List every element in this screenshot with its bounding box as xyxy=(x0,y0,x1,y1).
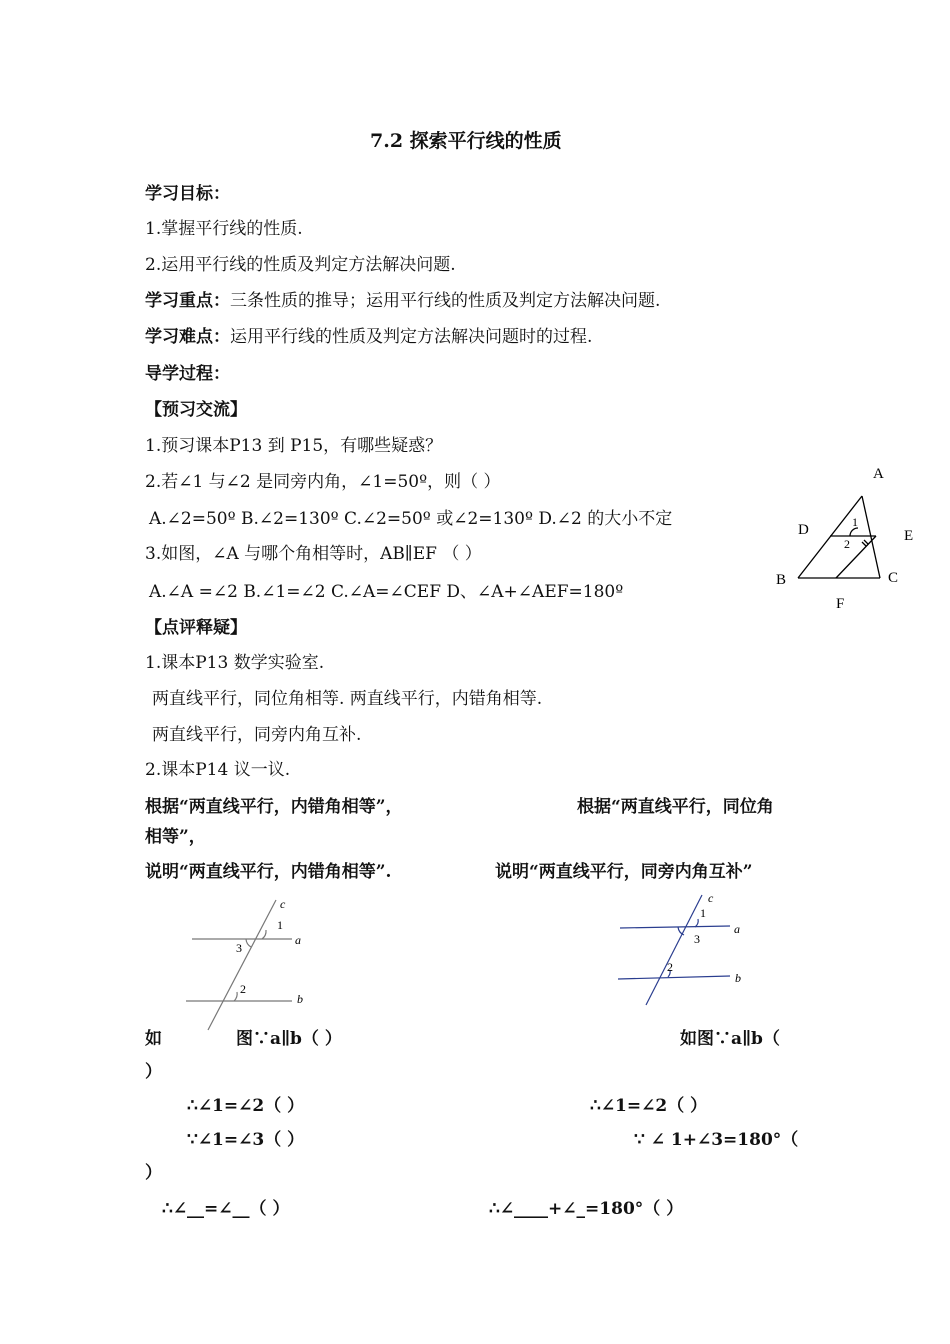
label-c: c xyxy=(708,891,714,905)
goal-item: 2.运用平行线的性质及判定方法解决问题. xyxy=(145,255,456,275)
label-angle-3: 3 xyxy=(236,941,242,955)
preview-question-1: 1.预习课本P13 到 P15，有哪些疑惑？ xyxy=(145,436,443,456)
difficulty-text: 运用平行线的性质及判定方法解决问题时的过程. xyxy=(230,327,593,347)
proof-left-step-3: ∴∠__=∠__（ ） xyxy=(162,1199,290,1219)
label-c: c xyxy=(280,897,286,911)
label-angle-2: 2 xyxy=(667,960,673,974)
page-title: 7.2 探索平行线的性质 xyxy=(370,130,562,152)
task-right-b: 说明“两直线平行，同旁内角互补” xyxy=(495,862,753,882)
review-line-1: 两直线平行，同位角相等. 两直线平行，内错角相等. xyxy=(152,689,543,709)
task-left-a: 根据“两直线平行，内错角相等”， xyxy=(145,797,403,817)
label-e: E xyxy=(904,528,914,544)
angle-1-arc xyxy=(262,930,266,939)
review-line-2: 两直线平行，同旁内角互补. xyxy=(152,725,362,745)
review-item-1: 1.课本P13 数学实验室. xyxy=(145,653,325,673)
transversal-c xyxy=(208,900,276,1030)
segment-ac xyxy=(862,496,880,578)
proof-right-step-1: ∴∠1=∠2（ ） xyxy=(590,1096,708,1116)
angle-2-arc xyxy=(234,992,237,1001)
difficulty-label: 学习难点： xyxy=(145,327,230,347)
label-b: B xyxy=(776,572,787,588)
triangle-figure xyxy=(770,458,930,616)
transversal-c xyxy=(646,895,702,1005)
segment-ef xyxy=(836,536,876,578)
label-angle-2: 2 xyxy=(240,982,246,996)
label-c: C xyxy=(888,570,899,586)
proof-left-step-1: ∴∠1=∠2（ ） xyxy=(187,1096,305,1116)
review-item-2: 2.课本P14 议一议. xyxy=(145,760,291,780)
proof-right-step-2: ∵ ∠ 1+∠3=180°（ xyxy=(634,1130,799,1150)
preview-question-2-options: A.∠2=50º B.∠2=130º C.∠2=50º 或∠2=130º D.∠2 的大小不定 xyxy=(149,509,673,529)
key-point-label: 学习重点： xyxy=(145,291,230,311)
proof-left-given: 图∵a∥b（ ） xyxy=(236,1029,342,1049)
figure-co-interior-angles xyxy=(612,885,762,1010)
line-a xyxy=(620,926,730,928)
proof-left-step-2: ∵∠1=∠3（ ） xyxy=(187,1130,305,1150)
proof-right-given: 如图∵a∥b（ xyxy=(680,1029,780,1049)
label-d: D xyxy=(798,522,809,538)
proof-left-ru: 如 xyxy=(145,1029,162,1049)
key-point-text: 三条性质的推导；运用平行线的性质及判定方法解决问题. xyxy=(230,291,661,311)
preview-heading: 【预习交流】 xyxy=(145,400,247,420)
figure-alternate-angles xyxy=(180,895,330,1035)
task-right-a-cont: 相等”， xyxy=(145,827,206,847)
label-angle-1: 1 xyxy=(700,906,706,920)
label-angle-1: 1 xyxy=(852,515,858,529)
label-b: b xyxy=(735,971,741,985)
task-right-a: 根据“两直线平行，同位角 xyxy=(577,797,774,817)
process-heading: 导学过程： xyxy=(145,364,230,384)
label-b: b xyxy=(297,992,303,1006)
task-left-b: 说明“两直线平行，内错角相等”. xyxy=(145,862,392,882)
preview-question-2: 2.若∠1 与∠2 是同旁内角，∠1=50º，则（ ） xyxy=(145,472,501,492)
label-a: a xyxy=(295,933,301,947)
difficulty-line xyxy=(145,326,592,348)
label-angle-3: 3 xyxy=(694,932,700,946)
proof-right-given-cont: ） xyxy=(145,1062,162,1082)
angle-1-arc xyxy=(695,919,698,927)
proof-right-step-2-cont: ） xyxy=(145,1163,162,1183)
preview-question-3: 3.如图，∠A 与哪个角相等时，AB∥EF （ ） xyxy=(145,544,482,564)
angle-3-arc xyxy=(246,939,251,947)
goals-heading: 学习目标： xyxy=(145,184,230,204)
proof-right-step-3: ∴∠____+∠_=180°（ ） xyxy=(489,1199,684,1219)
angle-1-arc xyxy=(850,528,858,536)
label-f: F xyxy=(836,596,845,612)
label-angle-2: 2 xyxy=(844,537,850,551)
review-heading: 【点评释疑】 xyxy=(145,618,247,638)
label-a: a xyxy=(734,922,740,936)
line-b xyxy=(618,976,730,979)
key-point-line xyxy=(145,290,660,312)
preview-question-3-options: A.∠A =∠2 B.∠1=∠2 C.∠A=∠CEF D、∠A+∠AEF=180º xyxy=(149,582,624,602)
goal-item: 1.掌握平行线的性质. xyxy=(145,219,303,239)
label-a: A xyxy=(873,466,884,482)
label-angle-1: 1 xyxy=(277,918,283,932)
